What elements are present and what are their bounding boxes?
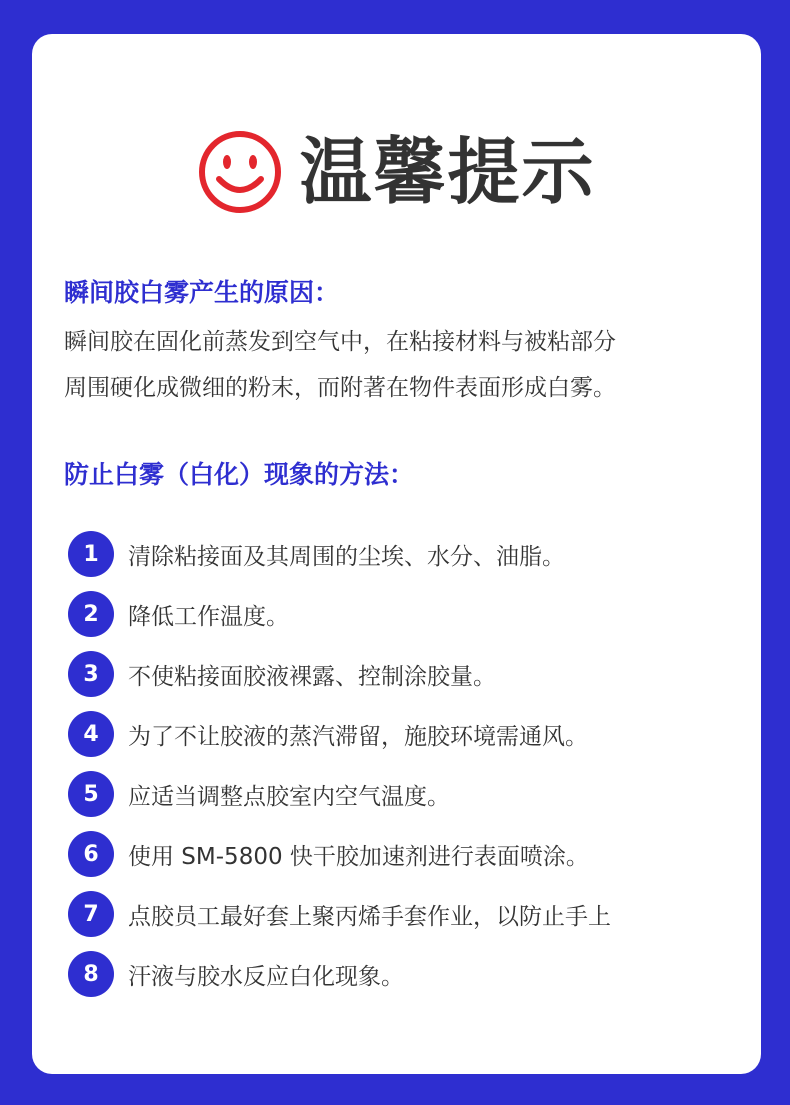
content-card <box>32 34 761 1074</box>
number-badge: 4 <box>68 711 114 757</box>
list-item <box>68 584 748 644</box>
smiley-face-icon <box>197 129 283 215</box>
list-item <box>68 944 748 1004</box>
list-item <box>68 524 748 584</box>
method-heading: 防止白雾（白化）现象的方法： <box>64 460 415 489</box>
title-row <box>32 132 761 212</box>
list-item-text: 点胶员工最好套上聚丙烯手套作业，以防止手上 <box>128 903 611 930</box>
method-list <box>68 524 748 1004</box>
number-badge: 7 <box>68 891 114 937</box>
cause-line: 周围硬化成微细的粉末，而附著在物件表面形成白雾。 <box>64 375 616 401</box>
number-badge: 8 <box>68 951 114 997</box>
cause-heading: 瞬间胶白雾产生的原因： <box>64 278 340 307</box>
number-badge: 2 <box>68 591 114 637</box>
cause-paragraph <box>64 319 744 411</box>
list-item-text: 为了不让胶液的蒸汽滞留，施胶环境需通风。 <box>128 723 588 750</box>
number-badge: 6 <box>68 831 114 877</box>
list-item <box>68 764 748 824</box>
number-badge: 5 <box>68 771 114 817</box>
cause-line: 瞬间胶在固化前蒸发到空气中，在粘接材料与被粘部分 <box>64 329 616 355</box>
list-item-text: 使用 SM-5800 快干胶加速剂进行表面喷涂。 <box>128 843 589 870</box>
list-item-text: 不使粘接面胶液裸露、控制涂胶量。 <box>128 663 496 690</box>
list-item-text: 汗液与胶水反应白化现象。 <box>128 963 404 990</box>
list-item <box>68 824 748 884</box>
list-item-text: 应适当调整点胶室内空气温度。 <box>128 783 450 810</box>
page-title: 温馨提示 <box>299 130 596 214</box>
list-item-text: 降低工作温度。 <box>128 603 289 630</box>
number-badge: 1 <box>68 531 114 577</box>
list-item <box>68 704 748 764</box>
list-item <box>68 884 748 944</box>
number-badge: 3 <box>68 651 114 697</box>
list-item-text: 清除粘接面及其周围的尘埃、水分、油脂。 <box>128 543 565 570</box>
list-item <box>68 644 748 704</box>
